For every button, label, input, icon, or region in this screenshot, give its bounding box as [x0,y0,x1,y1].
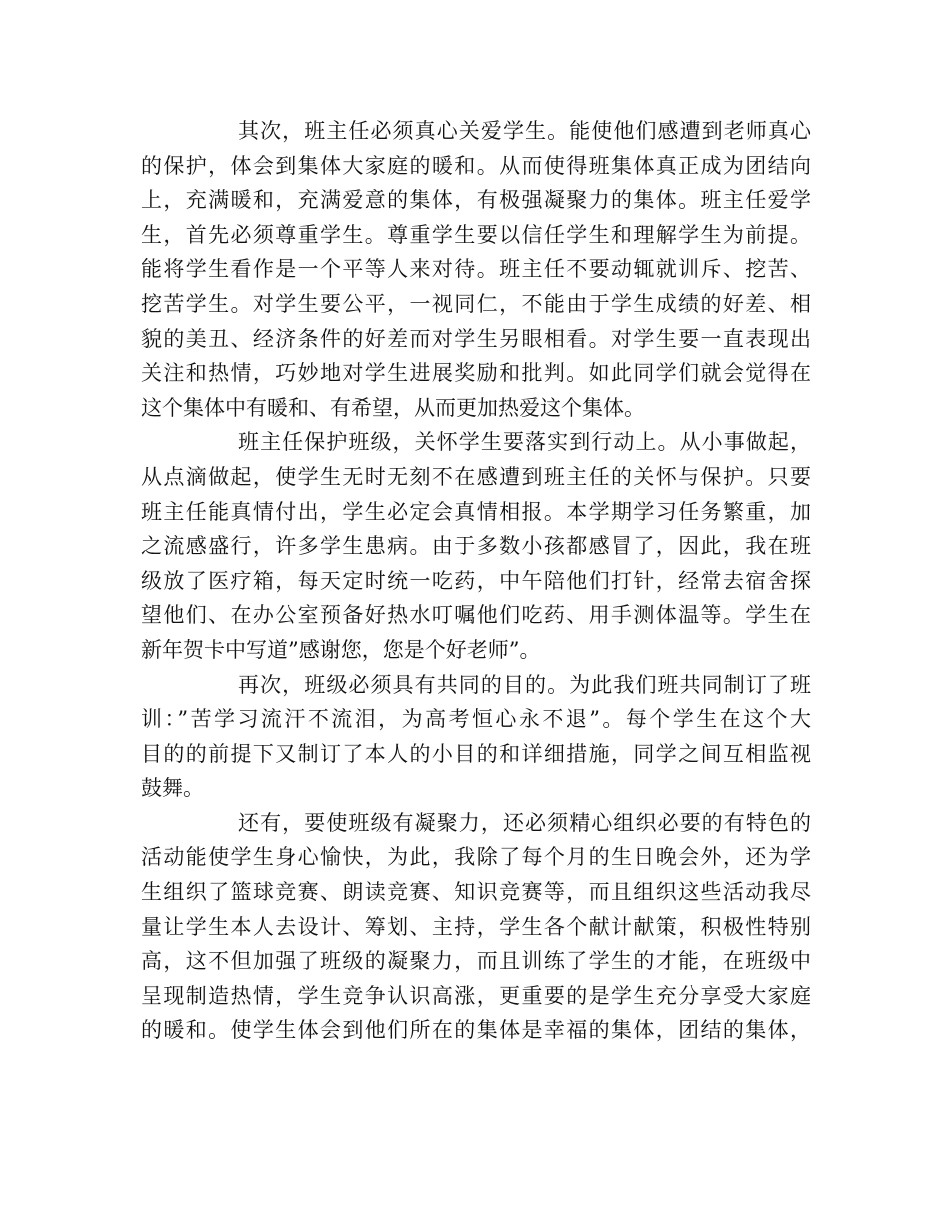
text-line: 关注和热情，巧妙地对学生进展奖励和批判。如此同学们就会觉得在 [141,361,811,386]
text-line: 上，充满暖和，充满爱意的集体，有极强凝聚力的集体。班主任爱学 [141,188,811,213]
text-line: 能将学生看作是一个平等人来对待。班主任不要动辄就训斥、挖苦、 [141,257,811,282]
document-body [141,114,811,1048]
paragraph-activities [141,806,811,1048]
text-line: 生组织了篮球竞赛、朗读竞赛、知识竞赛等，而且组织这些活动我尽 [141,880,811,905]
paragraph-teacher-care [141,114,811,425]
text-line: 活动能使学生身心愉快，为此，我除了每个月的生日晚会外，还为学 [141,845,811,870]
text-line: 班主任能真情付出，学生必定会真情相报。本学期学习任务繁重，加 [141,499,811,524]
text-line: 呈现制造热情，学生竞争认识高涨，更重要的是学生充分享受大家庭 [141,983,811,1008]
text-line: 高，这不但加强了班级的凝聚力，而且训练了学生的才能，在班级中 [141,949,811,974]
text-line: 的保护，体会到集体大家庭的暖和。从而使得班集体真正成为团结向 [141,153,811,178]
text-line: 其次，班主任必须真心关爱学生。能使他们感遭到老师真心 [238,119,811,143]
text-line: 从点滴做起，使学生无时无刻不在感遭到班主任的关怀与保护。只要 [141,464,811,489]
text-line: 级放了医疗箱，每天定时统一吃药，中午陪他们打针，经常去宿舍探 [141,568,811,593]
text-line: 挖苦学生。对学生要公平，一视同仁，不能由于学生成绩的好差、相 [141,291,811,316]
paragraph-common-goal [141,668,811,806]
text-line: 再次，班级必须具有共同的目的。为此我们班共同制订了班 [238,672,811,697]
text-line: 班主任保护班级，关怀学生要落实到行动上。从小事做起， [238,430,811,455]
text-line: 之流感盛行，许多学生患病。由于多数小孩都感冒了，因此，我在班 [141,534,811,559]
text-line: 生，首先必须尊重学生。尊重学生要以信任学生和理解学生为前提。 [141,222,811,247]
text-line: 新年贺卡中写道”感谢您，您是个好老师”。 [141,637,541,662]
text-line: 这个集体中有暖和、有希望，从而更加热爱这个集体。 [141,395,645,420]
text-line: 训：”苦学习流汗不流泪，为高考恒心永不退”。每个学生在这个大 [141,707,811,732]
text-line: 貌的美丑、经济条件的好差而对学生另眼相看。对学生要一直表现出 [141,326,811,351]
text-line: 还有，要使班级有凝聚力，还必须精心组织必要的有特色的 [238,810,811,835]
text-line: 望他们、在办公室预备好热水叮嘱他们吃药、用手测体温等。学生在 [141,603,811,628]
text-line: 的暖和。使学生体会到他们所在的集体是幸福的集体，团结的集体， [141,1018,811,1043]
paragraph-care-in-action [141,425,811,667]
text-line: 量让学生本人去设计、筹划、主持，学生各个献计献策，积极性特别 [141,914,811,939]
text-line: 鼓舞。 [141,776,204,801]
text-line: 目的的前提下又制订了本人的小目的和详细措施，同学之间互相监视 [141,741,811,766]
